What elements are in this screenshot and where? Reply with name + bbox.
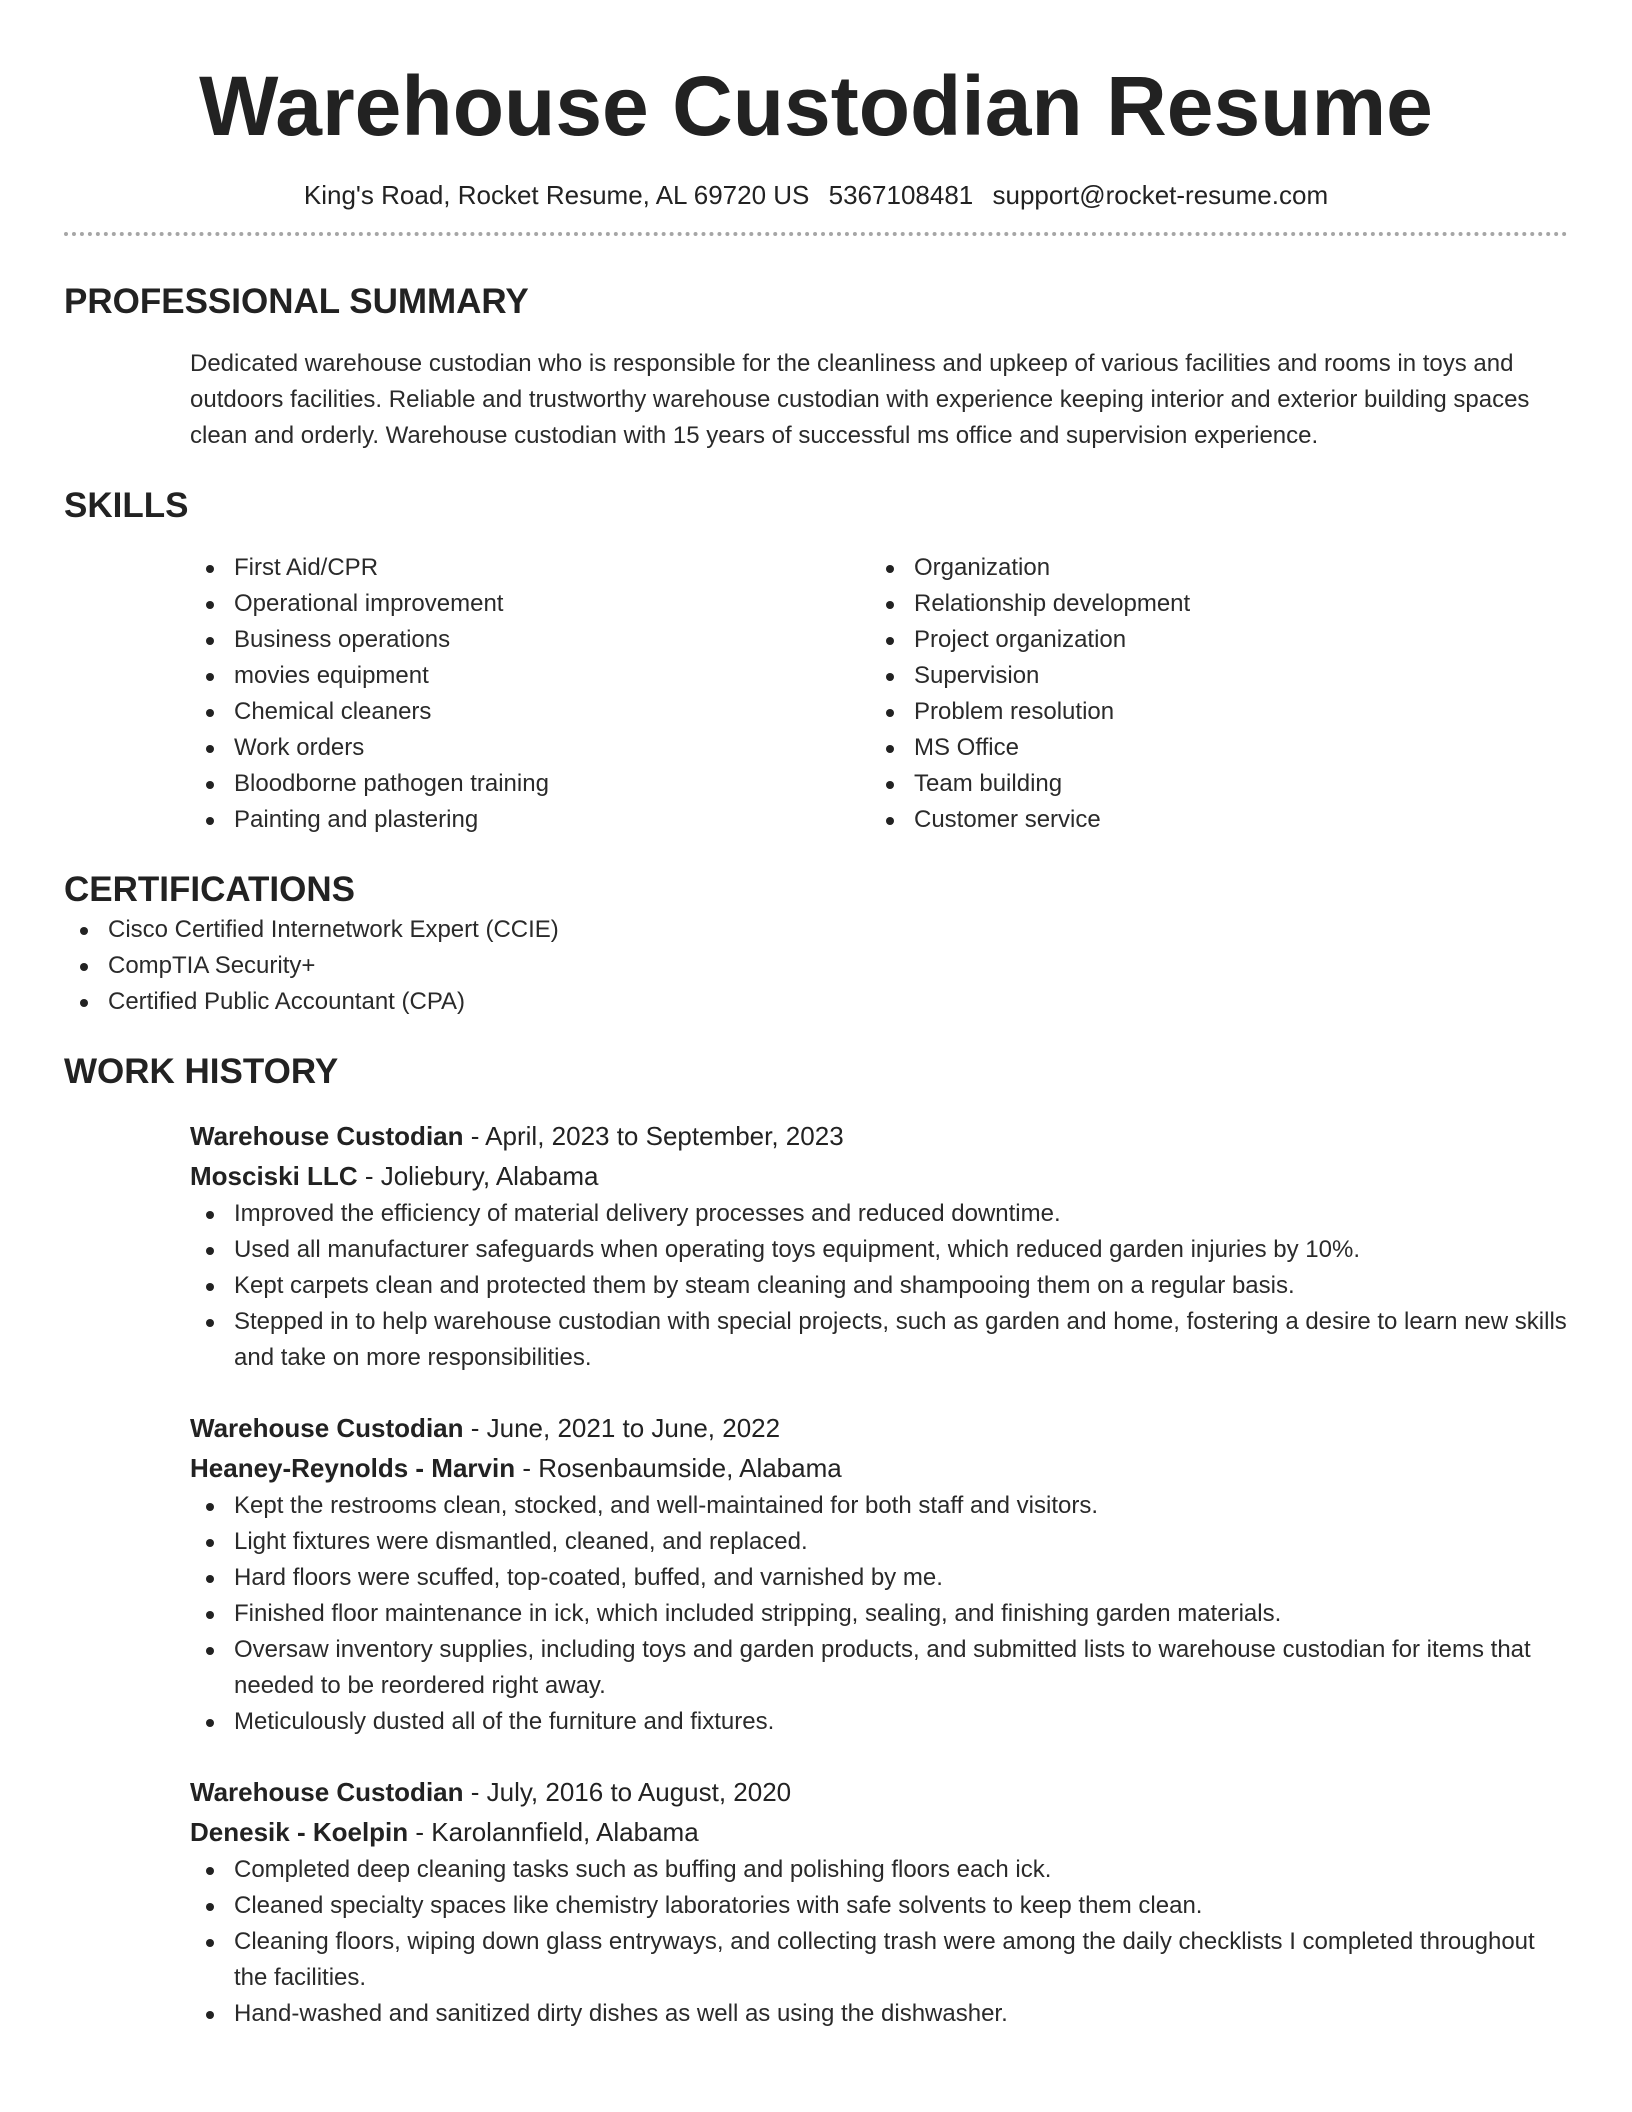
job-location: - Rosenbaumside, Alabama xyxy=(515,1453,842,1483)
summary-text: Dedicated warehouse custodian who is responsible for the cleanliness and upkeep of various facilities and rooms in toys and outdoors facilities. Reliable and trustworthy warehouse custodian with experience keeping interior and exterior building spaces clean and orderly. Warehouse custodian with 15 years of successful ms office and supervision experience. xyxy=(190,350,1530,449)
job-title: Warehouse Custodian xyxy=(190,1413,464,1443)
job-company-line xyxy=(190,1812,1568,1852)
work-history-section xyxy=(64,1050,1568,2032)
job-bullet: Used all manufacturer safeguards when operating toys equipment, which reduced garden injuries by 10%. xyxy=(190,1232,1568,1268)
job-dates: - July, 2016 to August, 2020 xyxy=(463,1777,792,1807)
skill-item: First Aid/CPR xyxy=(190,550,870,586)
skill-item: Team building xyxy=(870,766,1550,802)
skill-item: Bloodborne pathogen training xyxy=(190,766,870,802)
job-bullets xyxy=(190,1852,1568,2032)
certification-item: Cisco Certified Internetwork Expert (CCIE) xyxy=(64,912,1568,948)
job-bullet: Meticulously dusted all of the furniture and fixtures. xyxy=(190,1704,1568,1740)
skill-item: Painting and plastering xyxy=(190,802,870,838)
job-bullets xyxy=(190,1488,1568,1740)
skill-item: Relationship development xyxy=(870,586,1550,622)
job-location: - Joliebury, Alabama xyxy=(357,1161,599,1191)
skill-item: Chemical cleaners xyxy=(190,694,870,730)
job-title-line xyxy=(190,1116,1568,1156)
skill-item: Business operations xyxy=(190,622,870,658)
skill-item: MS Office xyxy=(870,730,1550,766)
job-title-line xyxy=(190,1772,1568,1812)
contact-phone: 5367108481 xyxy=(828,180,974,210)
section-heading-certifications: CERTIFICATIONS xyxy=(64,870,356,909)
header-divider xyxy=(64,232,1568,236)
skill-item: Work orders xyxy=(190,730,870,766)
job-title: Warehouse Custodian xyxy=(190,1121,464,1151)
job-title-line xyxy=(190,1408,1568,1448)
job-bullet: Stepped in to help warehouse custodian with special projects, such as garden and home, fostering a desire to learn new skills and take on more responsibilities. xyxy=(190,1304,1568,1376)
job-bullets xyxy=(190,1196,1568,1376)
certification-item: CompTIA Security+ xyxy=(64,948,1568,984)
job-bullet: Hand-washed and sanitized dirty dishes as well as using the dishwasher. xyxy=(190,1996,1568,2032)
job-entry-2 xyxy=(190,1408,1568,1740)
skills-list-left xyxy=(190,550,870,838)
job-company: Mosciski LLC xyxy=(190,1161,358,1191)
skill-item: Project organization xyxy=(870,622,1550,658)
job-company: Denesik - Koelpin xyxy=(190,1817,409,1847)
skill-item: Organization xyxy=(870,550,1550,586)
job-bullet: Kept carpets clean and protected them by steam cleaning and shampooing them on a regular basis. xyxy=(190,1268,1568,1304)
resume-page xyxy=(64,0,1568,2032)
job-bullet: Finished floor maintenance in ick, which included stripping, sealing, and finishing garden materials. xyxy=(190,1596,1568,1632)
certifications-list xyxy=(64,912,1568,1020)
job-bullet: Cleaning floors, wiping down glass entryways, and collecting trash were among the daily checklists I completed throughout the facilities. xyxy=(190,1924,1568,1996)
contact-line xyxy=(64,178,1568,212)
skills-column-right xyxy=(870,550,1550,838)
job-dates: - April, 2023 to September, 2023 xyxy=(463,1121,844,1151)
section-heading-skills: SKILLS xyxy=(64,486,189,525)
job-company-line xyxy=(190,1448,1568,1488)
job-bullet: Kept the restrooms clean, stocked, and well-maintained for both staff and visitors. xyxy=(190,1488,1568,1524)
section-heading-summary: PROFESSIONAL SUMMARY xyxy=(64,282,529,321)
contact-email: support@rocket-resume.com xyxy=(992,180,1329,210)
job-dates: - June, 2021 to June, 2022 xyxy=(463,1413,781,1443)
job-title: Warehouse Custodian xyxy=(190,1777,464,1807)
job-bullet: Completed deep cleaning tasks such as buffing and polishing floors each ick. xyxy=(190,1852,1568,1888)
section-heading-work-history: WORK HISTORY xyxy=(64,1052,339,1091)
skills-list-right xyxy=(870,550,1550,838)
skill-item: movies equipment xyxy=(190,658,870,694)
skill-item: Customer service xyxy=(870,802,1550,838)
job-location: - Karolannfield, Alabama xyxy=(408,1817,699,1847)
contact-address: King's Road, Rocket Resume, AL 69720 US xyxy=(303,180,810,210)
job-company: Heaney-Reynolds - Marvin xyxy=(190,1453,516,1483)
skills-section xyxy=(64,484,1568,838)
job-entry-3 xyxy=(190,1772,1568,2032)
skills-column-left xyxy=(190,550,870,838)
skill-item: Supervision xyxy=(870,658,1550,694)
certification-item: Certified Public Accountant (CPA) xyxy=(64,984,1568,1020)
resume-title: Warehouse Custodian Resume xyxy=(199,59,1433,153)
skill-item: Operational improvement xyxy=(190,586,870,622)
job-bullet: Oversaw inventory supplies, including toys and garden products, and submitted lists to warehouse custodian for items that needed to be reordered right away. xyxy=(190,1632,1568,1704)
certifications-section xyxy=(64,868,1568,1020)
job-bullet: Light fixtures were dismantled, cleaned, and replaced. xyxy=(190,1524,1568,1560)
job-entry-1 xyxy=(190,1116,1568,1376)
job-bullet: Hard floors were scuffed, top-coated, buffed, and varnished by me. xyxy=(190,1560,1568,1596)
job-bullet: Improved the efficiency of material delivery processes and reduced downtime. xyxy=(190,1196,1568,1232)
skill-item: Problem resolution xyxy=(870,694,1550,730)
professional-summary-section xyxy=(64,280,1568,454)
job-company-line xyxy=(190,1156,1568,1196)
skills-grid xyxy=(190,550,1568,838)
job-bullet: Cleaned specialty spaces like chemistry laboratories with safe solvents to keep them clean. xyxy=(190,1888,1568,1924)
